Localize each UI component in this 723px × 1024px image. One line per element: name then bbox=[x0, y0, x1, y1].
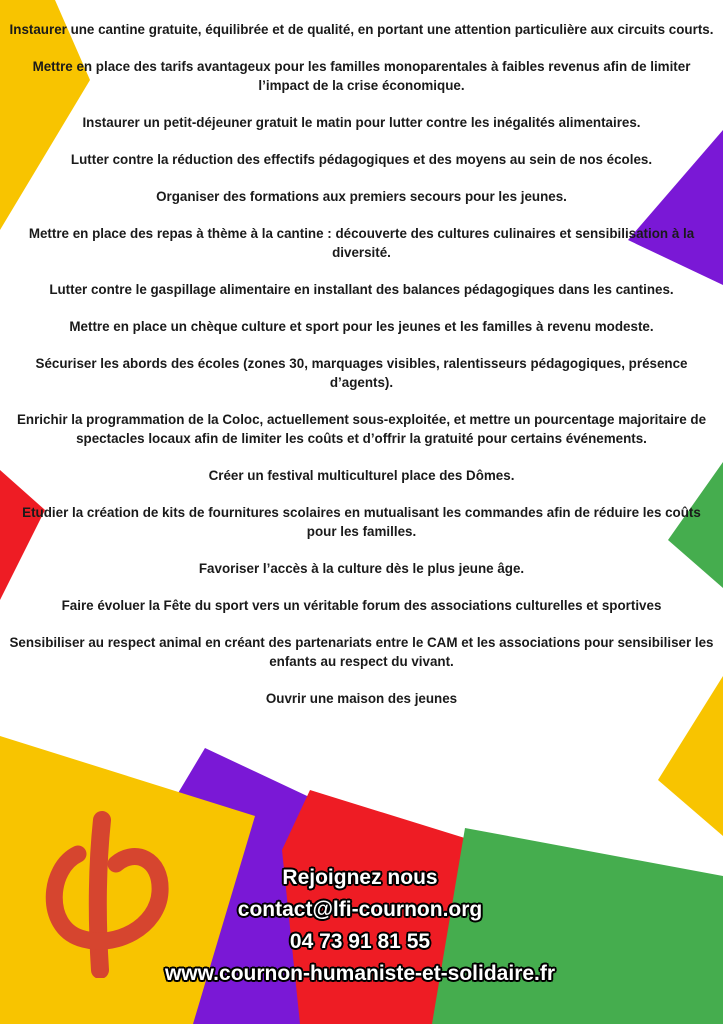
contact-phone[interactable]: 04 73 91 81 55 bbox=[289, 930, 431, 953]
measure-item: Mettre en place un chèque culture et sport pour les jeunes et les familles à revenu modeste. bbox=[69, 319, 654, 334]
measure-item: Lutter contre le gaspillage alimentaire en installant des balances pédagogiques dans les cantines. bbox=[49, 282, 674, 297]
measure-item: Mettre en place des repas à thème à la cantine : découverte des cultures culinaires et sensibilisation à la diversité. bbox=[28, 226, 695, 260]
contact-website-link[interactable]: www.cournon-humaniste-et-solidaire.fr bbox=[164, 962, 556, 985]
measure-item: Créer un festival multiculturel place des Dômes. bbox=[208, 468, 515, 483]
measure-item: Enrichir la programmation de la Coloc, actuellement sous-exploitée, et mettre un pourcentage majoritaire de spectacles locaux afin de limiter les coûts et d’offrir la gratuité pour certains événements. bbox=[16, 412, 707, 446]
measure-item: Lutter contre la réduction des effectifs pédagogiques et des moyens au sein de nos écoles. bbox=[70, 152, 653, 167]
measure-item: Sécuriser les abords des écoles (zones 30, marquages visibles, ralentisseurs pédagogiques, présence d’agents). bbox=[35, 356, 688, 390]
measure-item: Etudier la création de kits de fournitures scolaires en mutualisant les commandes afin de réduire les coûts pour les familles. bbox=[22, 505, 701, 539]
measure-item: Favoriser l’accès à la culture dès le plus jeune âge. bbox=[198, 561, 525, 576]
measure-item: Faire évoluer la Fête du sport vers un véritable forum des associations culturelles et sportives bbox=[61, 598, 662, 613]
contact-block bbox=[150, 862, 570, 990]
measure-item: Sensibiliser au respect animal en créant des partenariats entre le CAM et les associations pour sensibiliser les enfants au respect du vivant. bbox=[9, 635, 714, 669]
measure-item: Mettre en place des tarifs avantageux pour les familles monoparentales à faibles revenus afin de limiter l’impact de la crise économique. bbox=[32, 59, 691, 93]
measure-item: Organiser des formations aux premiers secours pour les jeunes. bbox=[156, 189, 567, 204]
measure-item: Instaurer une cantine gratuite, équilibrée et de qualité, en portant une attention particulière aux circuits courts. bbox=[9, 22, 714, 37]
contact-email-link[interactable]: contact@lfi-cournon.org bbox=[237, 898, 483, 921]
measure-item: Instaurer un petit-déjeuner gratuit le matin pour lutter contre les inégalités alimentaires. bbox=[82, 115, 641, 130]
measures-list bbox=[8, 20, 715, 726]
contact-heading: Rejoignez nous bbox=[282, 866, 438, 889]
measure-item: Ouvrir une maison des jeunes bbox=[265, 691, 458, 706]
